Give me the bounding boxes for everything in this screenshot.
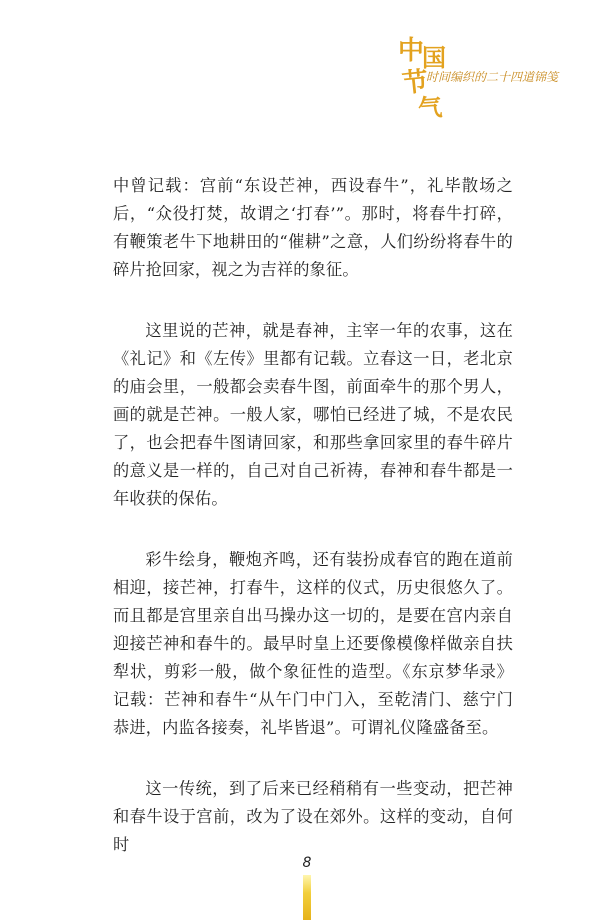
paragraph-3: 彩牛绘身，鞭炮齐鸣，还有装扮成春官的跑在道前相迎，接芒神，打春牛，这样的仪式，历史很悠久了。而且都是宫里亲自出马操办这一切的，是要在宫内亲自迎接芒神和春牛的。最早时皇上还要像模像样做亲自扶犁状，剪彩一般，做个象征性的造型。《东京梦华录》记载：芒神和春牛“从午门中门入，至乾清门、慈宁门恭进，内监各接奏，礼毕皆退”。可谓礼仪隆盛备至。 [113,550,513,737]
logo-char: 国 [422,43,446,72]
logo-char: 节 [400,66,430,100]
paragraph-4: 这一传统，到了后来已经稍稍有一些变动，把芒神和春牛设于宫前，改为了设在郊外。这样的变动，自何时 [113,779,513,854]
page-header [392,30,592,123]
page-number: 8 [302,855,312,871]
logo-char: 气 [417,92,444,123]
decorative-gold-bar [303,875,311,920]
body-text [113,172,513,892]
paragraph-1: 中曾记载：宫前“东设芒神，西设春牛”，礼毕散场之后，“众役打焚，故谓之‘打春’”。那时，将春牛打碎，有鞭策老牛下地耕田的“催耕”之意，人们纷纷将春牛的碎片抢回家，视之为吉祥的象征。 [113,176,513,279]
header-subtitle: 时间编织的二十四道锦笺 [426,70,559,84]
paragraph-2: 这里说的芒神，就是春神，主宰一年的农事，这在《礼记》和《左传》里都有记载。立春这一日，老北京的庙会里，一般都会卖春牛图，前面牵牛的那个男人，画的就是芒神。一般人家，哪怕已经进了城，不是农民了，也会把春牛图请回家，和那些拿回家里的春牛碎片的意义是一样的，自己对自己祈祷，春神和春牛都是一年收获的保佑。 [113,321,513,508]
logo-char: 中 [398,36,425,66]
